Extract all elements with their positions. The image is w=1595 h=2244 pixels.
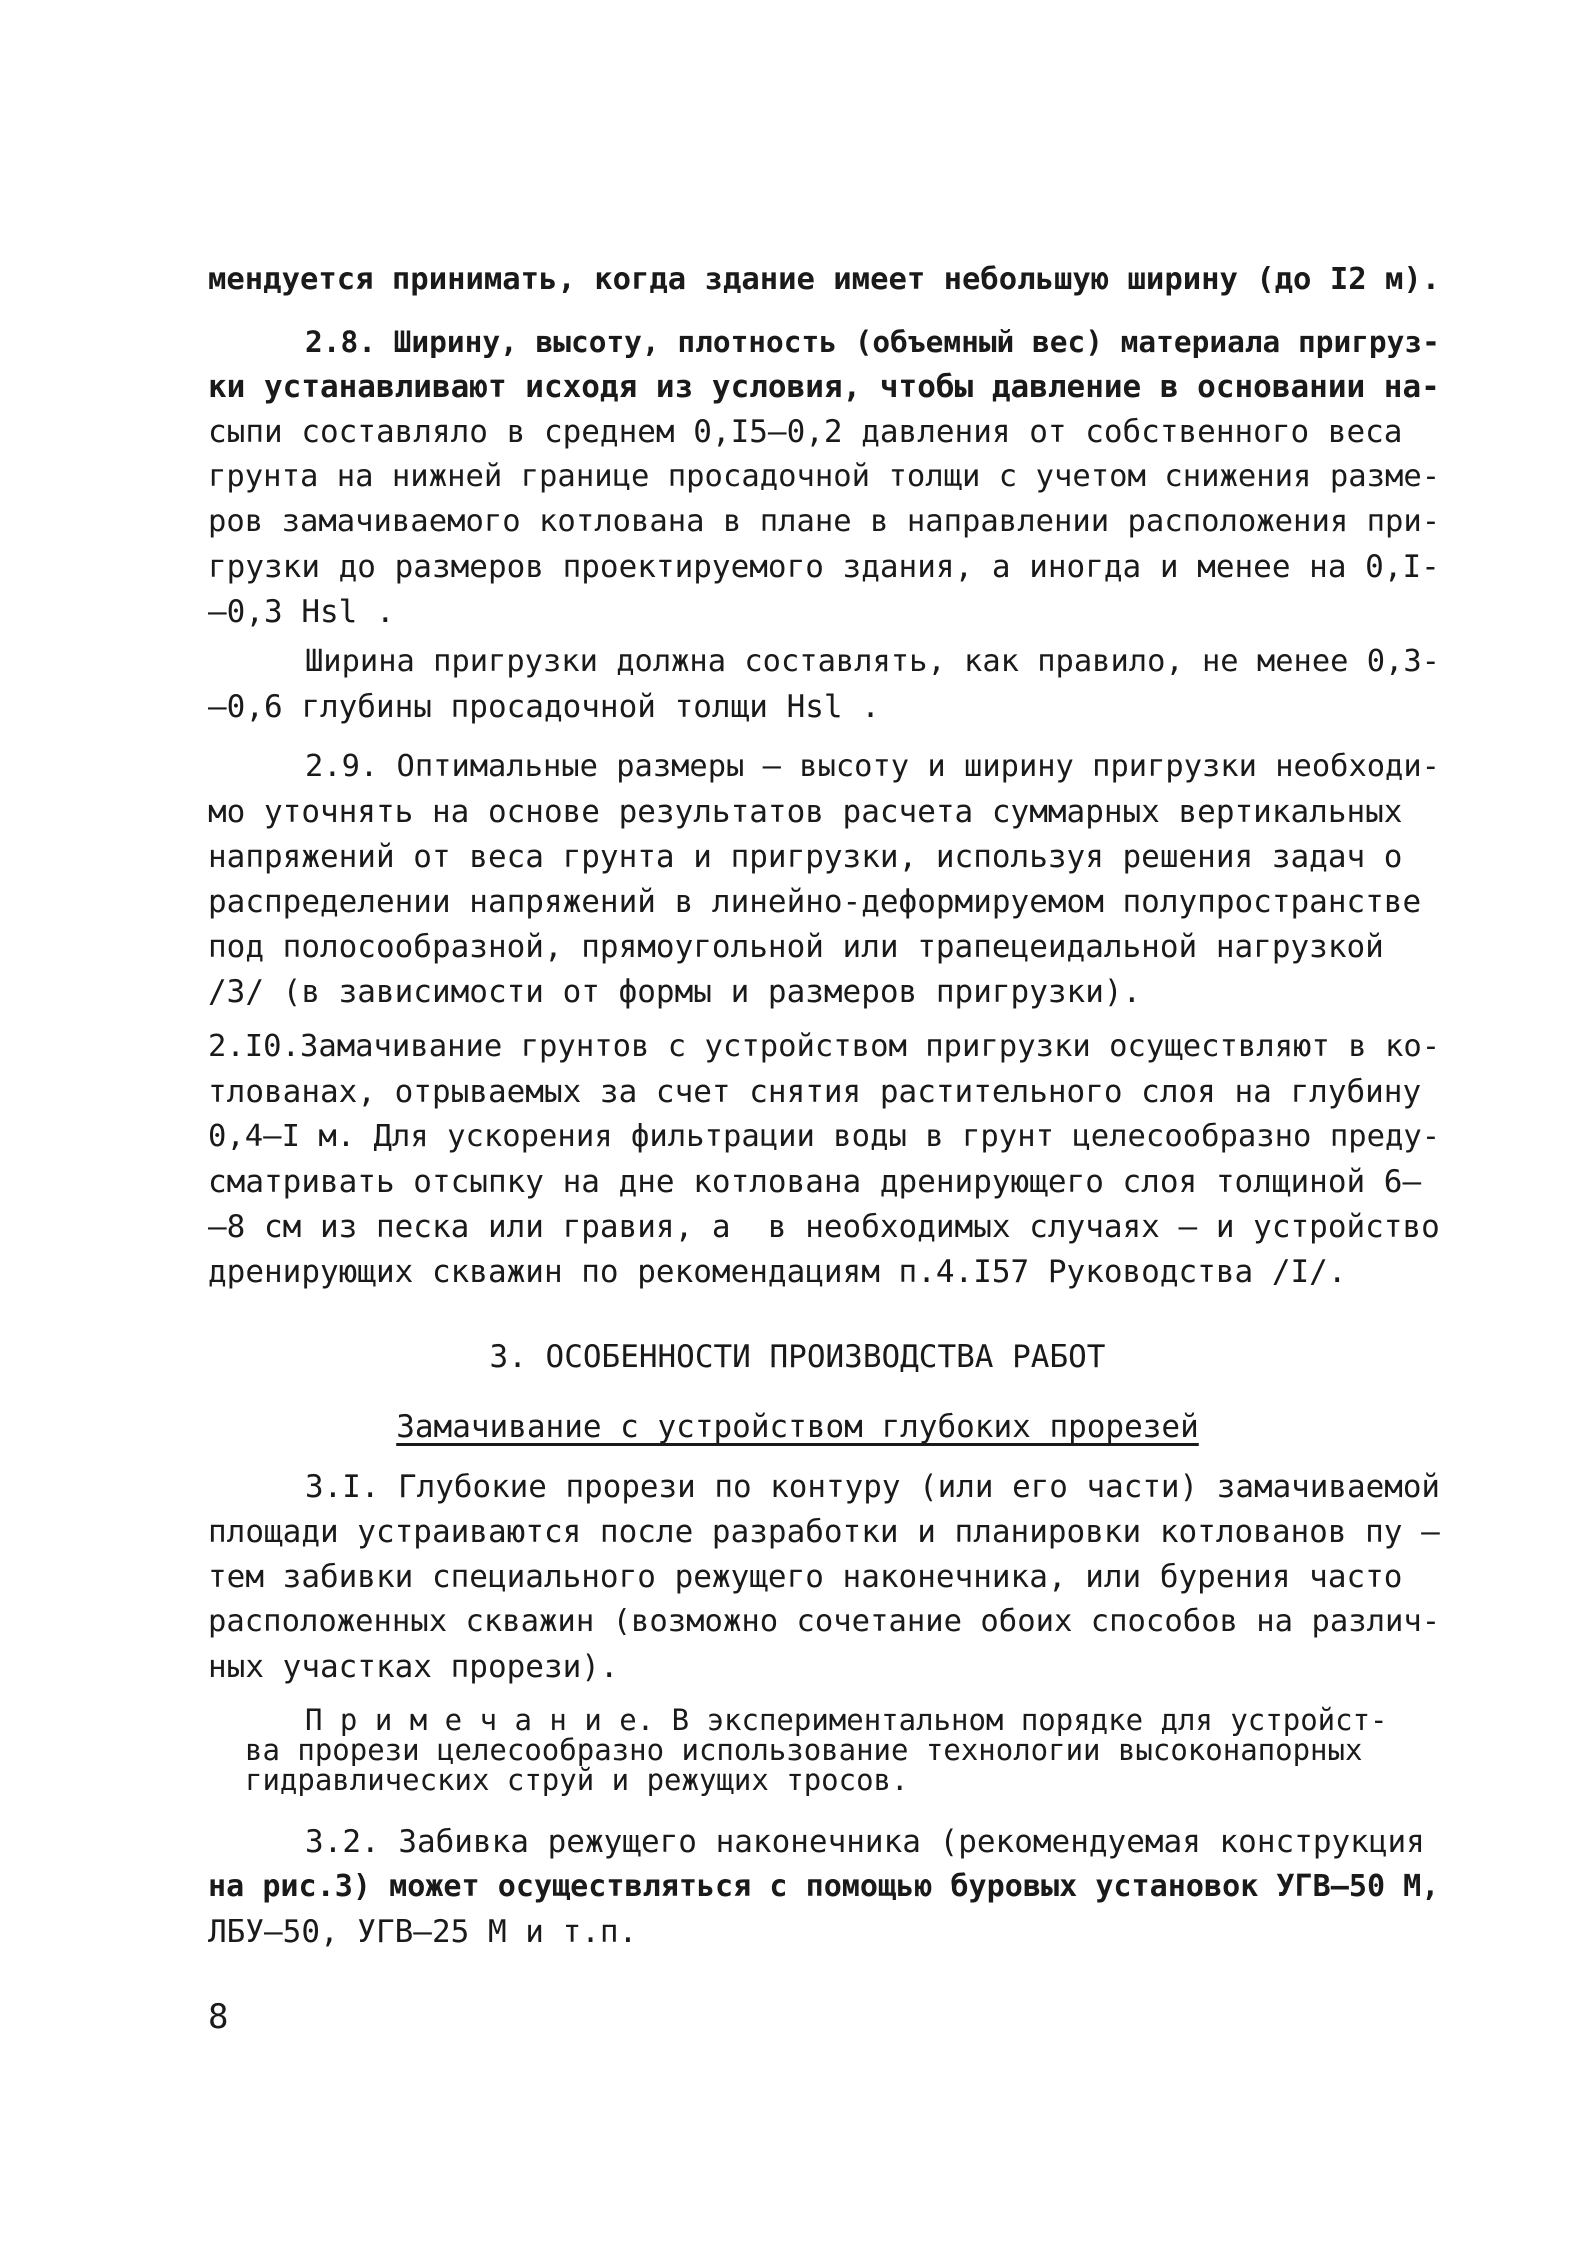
text-line: тлованах, отрываемых за счет снятия растительного слоя на глубину [208,1074,1422,1110]
text-line: сматривать отсыпку на дне котлована дренирующего слоя толщиной 6– [208,1164,1422,1200]
text-line: Ширина пригрузки должна составлять, как правило, не менее 0,3- [305,644,1440,679]
note-line: П р и м е ч а н и е. В экспериментальном порядке для устройст- [305,1703,1388,1737]
text-line: ров замачиваемого котлована в плане в направлении расположения при- [208,504,1441,539]
text-line: тем забивки специального режущего наконечника, или бурения часто [208,1559,1403,1595]
text-line: расположенных скважин (возможно сочетание обоих способов на различ- [208,1604,1441,1639]
text-line: распределении напряжений в линейно-деформируемом полупространстве [208,884,1422,920]
page-number: 8 [208,1997,229,2037]
text-line: мендуется принимать, когда здание имеет небольшую ширину (до I2 м). [208,262,1441,297]
text-line: 0,4–I м. Для ускорения фильтрации воды в грунт целесообразно преду- [208,1119,1441,1154]
text-line: грузки до размеров проектируемого здания, а иногда и менее на 0,I- [208,549,1440,585]
text-line: грунта на нижней границе просадочной толщи с учетом снижения разме- [208,459,1441,494]
text-line: площади устраиваются после разработки и планировки котлованов пу – [208,1514,1440,1550]
text-line: ных участках прорези). [208,1649,619,1685]
text-line: ЛБУ–50, УГВ–25 М и т.п. [208,1914,638,1950]
text-line: /3/ (в зависимости от формы и размеров пригрузки). [208,974,1142,1010]
text-line: –0,6 глубины просадочной толщи Hsl . [208,689,880,725]
text-line: 3.2. Забивка режущего наконечника (рекомендуемая конструкция [305,1824,1425,1860]
text-line: ки устанавливают исходя из условия, чтобы давление в основании на- [208,369,1440,405]
text-line: 2.I0.Замачивание грунтов с устройством пригрузки осуществляют в ко- [208,1029,1441,1064]
text-line: –8 см из песка или гравия, а в необходимых случаях – и устройство [208,1209,1440,1245]
note-line: ва прорези целесообразно использование технологии высоконапорных [245,1733,1363,1767]
text-line: 2.9. Оптимальные размеры – высоту и ширину пригрузки необходи- [305,749,1440,784]
section-heading: 3. ОСОБЕННОСТИ ПРОИЗВОДСТВА РАБОТ [489,1339,1106,1375]
note-line: гидравлических струй и режущих тросов. [245,1763,909,1797]
subsection-heading: Замачивание с устройством глубоких прорезей [396,1409,1199,1445]
text-line: –0,3 Hsl . [208,594,395,630]
text-line: 2.8. Ширину, высоту, плотность (объемный вес) материала пригруз- [305,325,1440,359]
text-line: под полосообразной, прямоугольной или трапецеидальной нагрузкой [208,929,1384,965]
text-line: сыпи составляло в среднем 0,I5–0,2 давления от собственного веса [208,414,1403,450]
text-line: 3.I. Глубокие прорези по контуру (или его части) замачиваемой [305,1469,1441,1505]
text-line: дренирующих скважин по рекомендациям п.4.I57 Руководства /I/. [208,1254,1347,1290]
text-line: на рис.3) может осуществляться с помощью буровых установок УГВ–50 М, [208,1869,1440,1904]
text-line: мо уточнять на основе результатов расчета суммарных вертикальных [208,794,1403,830]
text-line: напряжений от веса грунта и пригрузки, используя решения задач о [208,839,1403,875]
